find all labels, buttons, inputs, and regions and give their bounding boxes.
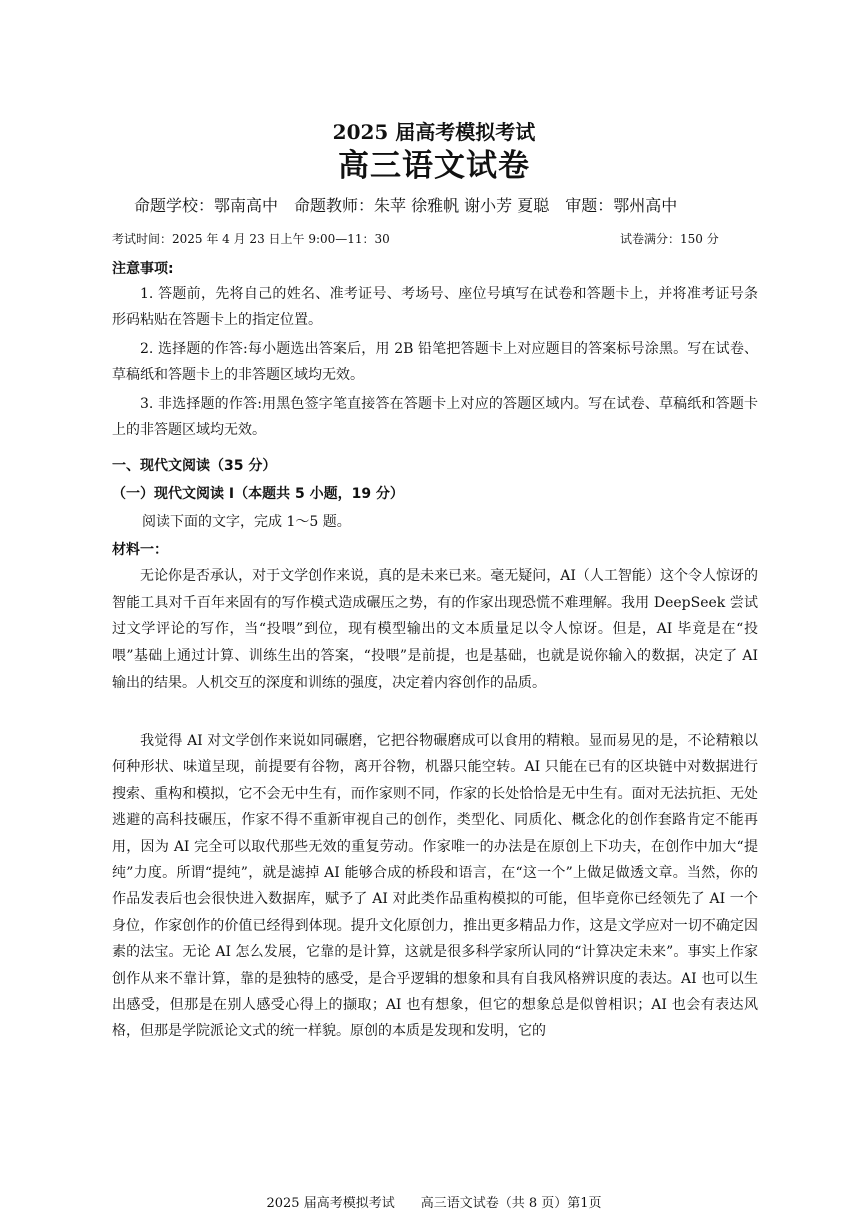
exam-time: 考试时间：2025 年 4 月 23 日上午 9:00—11：30 [112, 232, 390, 246]
notice-item-text: 2. 选择题的作答:每小题选出答案后，用 2B 铅笔把答题卡上对应题目的答案标号涂黑。写在试卷、草稿纸和答题卡上的非答题区域均无效。 [112, 341, 758, 383]
section-subtitle: （一）现代文阅读 I（本题共 5 小题，19 分） [112, 486, 404, 502]
author-info: 命题学校：鄂南高中 命题教师：朱苹 徐雅帆 谢小芳 夏聪 审题：鄂州高中 [134, 196, 678, 215]
passage-paragraph [112, 728, 758, 1045]
section-title: 一、现代文阅读（35 分） [112, 458, 277, 474]
notice-item [112, 337, 758, 388]
notice-item [112, 392, 758, 443]
notice-heading: 注意事项: [112, 261, 174, 277]
page-footer: 2025 届高考模拟考试 高三语文试卷（共 8 页）第1页 [266, 1196, 602, 1211]
material-label: 材料一： [112, 542, 168, 558]
notice-item [112, 282, 758, 333]
notice-item-text: 1. 答题前，先将自己的姓名、准考证号、考场号、座位号填写在试卷和答题卡上，并将准考证号条形码粘贴在答题卡上的指定位置。 [112, 286, 758, 328]
passage-paragraph [112, 563, 758, 697]
paper-title: 高三语文试卷 [338, 148, 530, 184]
passage-text: 我觉得 AI 对文学创作来说如同碾磨，它把谷物碾磨成可以食用的精粮。显而易见的是，不论精粮以何种形状、味道呈现，前提要有谷物，离开谷物，机器只能空转。AI 只能在已有的区块链中对数据进行搜索、重构和模拟，它不会无中生有，而作家则不同，作家的长处恰恰是无中生有。面对无法抗拒、无处逃避的高科技碾压，作家不得不重新审视自己的创作，类型化、同质化、概念化的创作套路肯定不能再用，因为 AI 完全可以取代那些无效的重复劳动。作家唯一的办法是在原创上下功夫，在创作中加大“提纯”力度。所谓“提纯”，就是滤掉 AI 能够合成的桥段和语言，在“这一个”上做足做透文章。当然，你的作品发表后也会很快进入数据库，赋予了 AI 对此类作品重构模拟的可能，但毕竟你已经领先了 AI 一个身位，作家创作的价值已经得到体现。提升文化原创力，推出更多精品力作，这是文学应对一切不确定因素的法宝。无论 AI 怎么发展，它靠的是计算，这就是很多科学家所认同的“计算决定未来”。事实上作家创作从来不靠计算，靠的是独特的感受，是合乎逻辑的想象和具有自我风格辨识度的表达。AI 也可以生出感受，但那是在别人感受心得上的撷取；AI 也有想象，但它的想象总是似曾相识；AI 也会有表达风格，但那是学院派论文式的统一样貌。原创的本质是发现和发明，它的 [112, 733, 758, 1040]
reading-instruction: 阅读下面的文字，完成 1～5 题。 [142, 514, 351, 530]
full-score: 试卷满分：150 分 [620, 232, 719, 246]
exam-name: 2025 届高考模拟考试 [332, 120, 536, 144]
passage-text: 无论你是否承认，对于文学创作来说，真的是未来已来。毫无疑问，AI（人工智能）这个令人惊讶的智能工具对千百年来固有的写作模式造成碾压之势，有的作家出现恐慌不难理解。我用 DeepSeek 尝试过文学评论的写作，当“投喂”到位，现有模型输出的文本质量足以令人惊讶。但是，AI 毕竟是在“投喂”基础上通过计算、训练生出的答案，“投喂”是前提，也是基础，也就是说你输入的数据，决定了 AI 输出的结果。人机交互的深度和训练的强度，决定着内容创作的品质。 [112, 568, 758, 691]
notice-item-text: 3. 非选择题的作答:用黑色签字笔直接答在答题卡上对应的答题区域内。写在试卷、草稿纸和答题卡上的非答题区域均无效。 [112, 396, 758, 438]
